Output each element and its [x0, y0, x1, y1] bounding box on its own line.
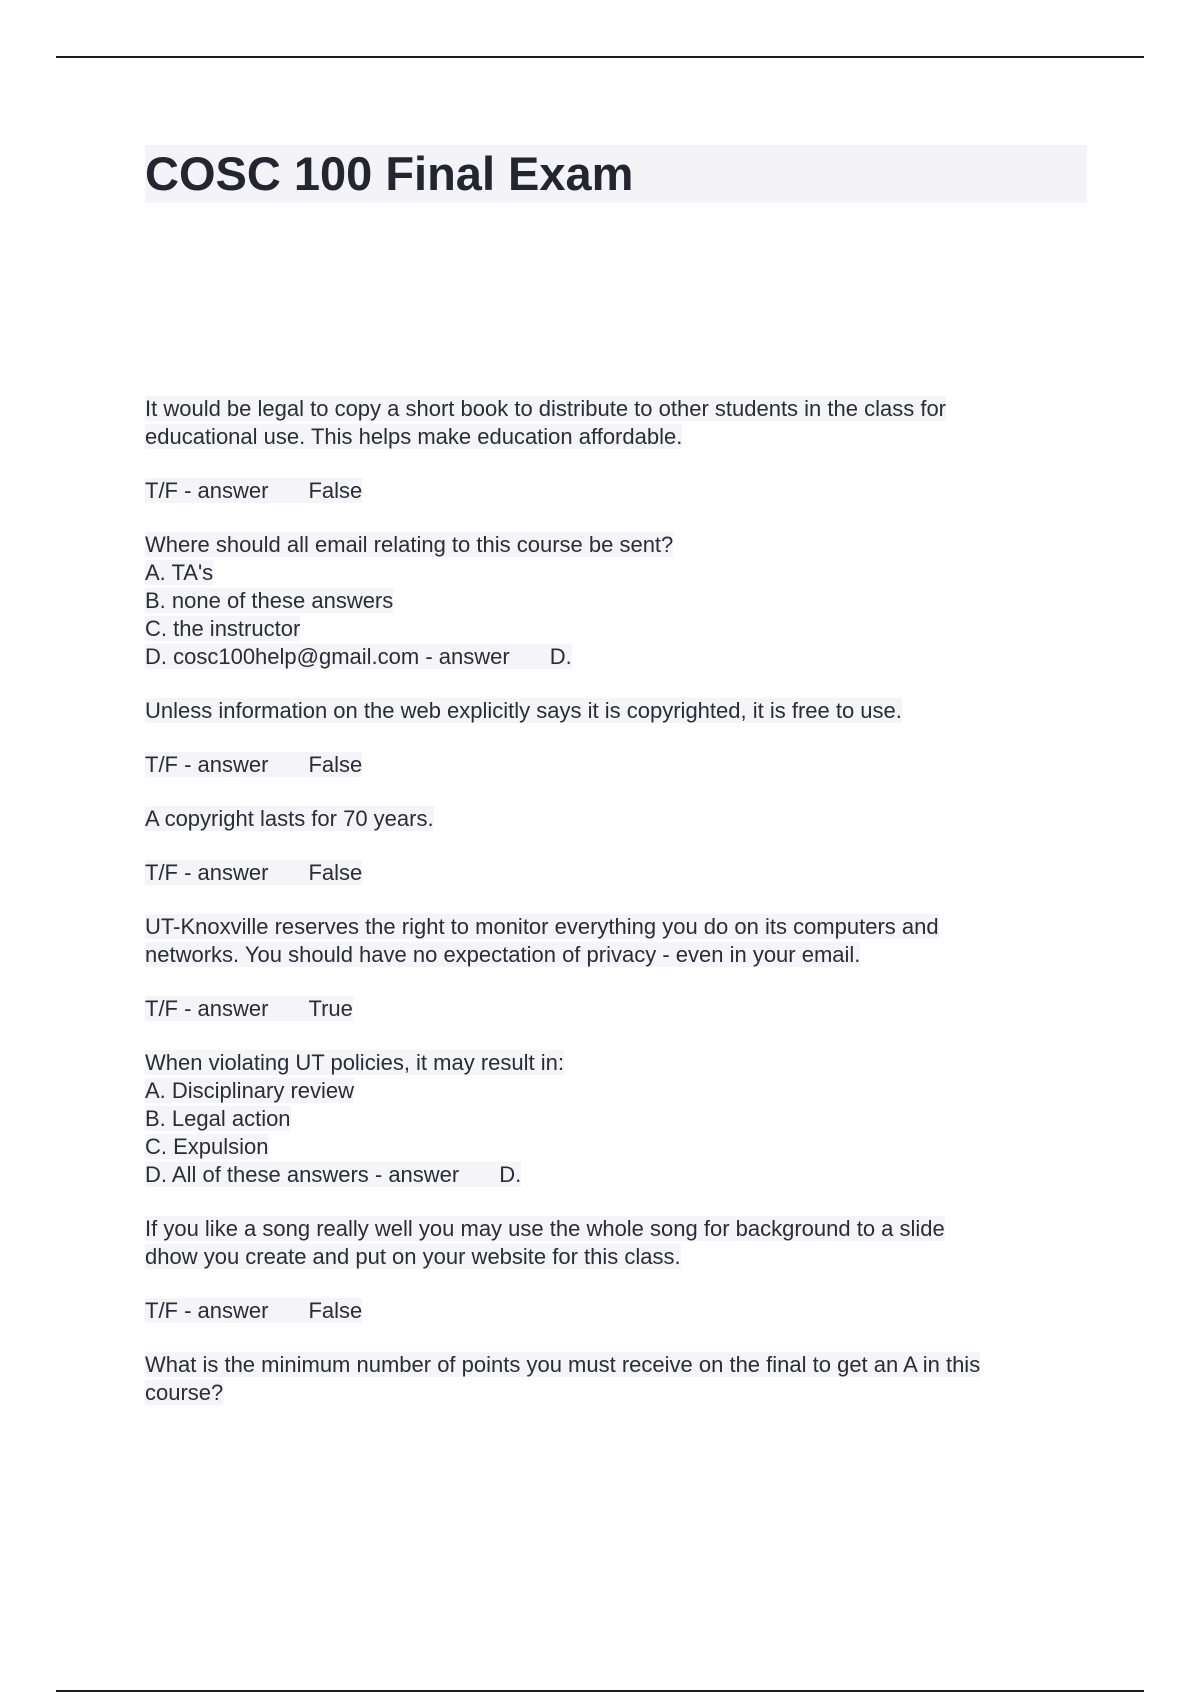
answer-value: False [308, 478, 363, 503]
answer-prefix: T/F - answer [145, 478, 269, 503]
top-rule [56, 56, 1144, 58]
answer-value: D. [499, 1162, 522, 1187]
answer-prefix: T/F - answer [145, 996, 269, 1021]
question-block [145, 531, 1095, 671]
option-a: A. TA's [145, 560, 214, 585]
question-text: dhow you create and put on your website for this class. [145, 1244, 681, 1269]
bottom-rule [56, 1690, 1144, 1692]
option-c: C. Expulsion [145, 1134, 269, 1159]
answer-prefix: D. cosc100help@gmail.com - answer [145, 644, 510, 669]
option-a: A. Disciplinary review [145, 1078, 355, 1103]
option-b: B. Legal action [145, 1106, 291, 1131]
question-block [145, 1351, 1095, 1407]
question-text: Where should all email relating to this course be sent? [145, 532, 674, 557]
answer-line [145, 1297, 1095, 1325]
question-text: If you like a song really well you may use the whole song for background to a slide [145, 1216, 945, 1241]
question-text: networks. You should have no expectation of privacy - even in your email. [145, 942, 861, 967]
question-text: educational use. This helps make education affordable. [145, 424, 683, 449]
answer-prefix: T/F - answer [145, 860, 269, 885]
question-block [145, 1049, 1095, 1189]
answer-value: False [308, 1298, 363, 1323]
option-c: C. the instructor [145, 616, 301, 641]
question-text: What is the minimum number of points you must receive on the final to get an A in this [145, 1352, 981, 1377]
question-block [145, 913, 1095, 969]
option-b: B. none of these answers [145, 588, 394, 613]
answer-line [145, 1161, 1095, 1189]
answer-prefix: T/F - answer [145, 1298, 269, 1323]
question-text: UT-Knoxville reserves the right to monitor everything you do on its computers and [145, 914, 939, 939]
question-text: It would be legal to copy a short book to distribute to other students in the class for [145, 396, 947, 421]
answer-line [145, 751, 1095, 779]
question-text: When violating UT policies, it may result in: [145, 1050, 564, 1075]
question-text: course? [145, 1380, 224, 1405]
answer-value: False [308, 752, 363, 777]
answer-value: True [308, 996, 353, 1021]
answer-prefix: D. All of these answers - answer [145, 1162, 460, 1187]
question-text: Unless information on the web explicitly says it is copyrighted, it is free to use. [145, 698, 902, 723]
answer-line [145, 859, 1095, 887]
answer-line [145, 643, 1095, 671]
question-block [145, 395, 1095, 451]
question-list [145, 395, 1095, 1407]
answer-value: D. [549, 644, 572, 669]
answer-value: False [308, 860, 363, 885]
question-block [145, 1215, 1095, 1271]
answer-prefix: T/F - answer [145, 752, 269, 777]
page-title: COSC 100 Final Exam [145, 147, 634, 200]
answer-line [145, 995, 1095, 1023]
answer-line [145, 477, 1095, 505]
question-text: A copyright lasts for 70 years. [145, 806, 434, 831]
